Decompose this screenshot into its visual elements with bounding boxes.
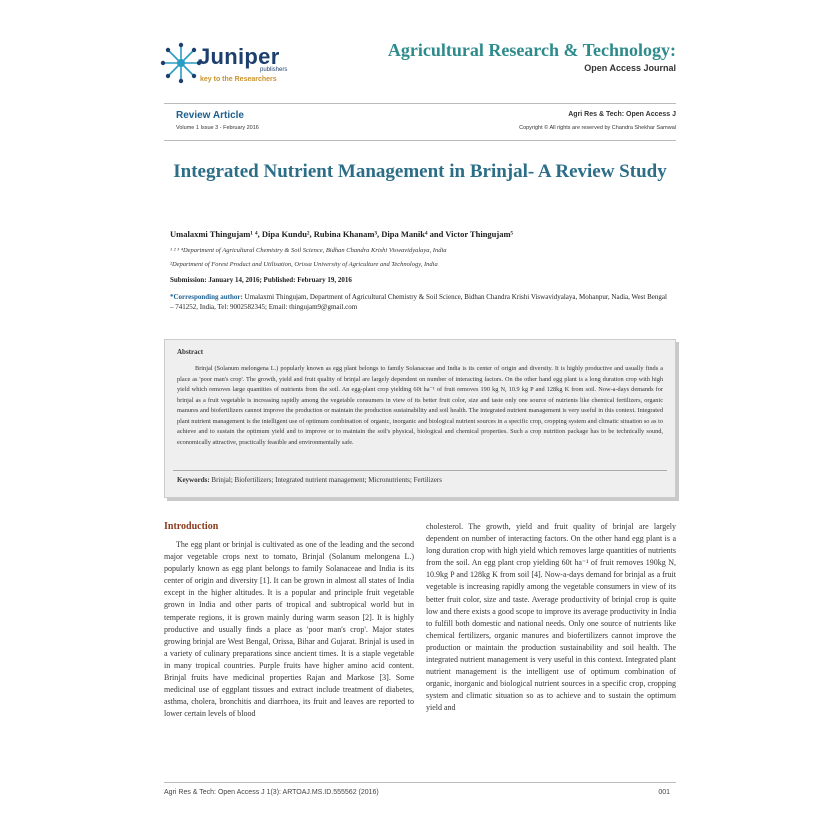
journal-subtitle: Open Access Journal bbox=[584, 63, 676, 73]
submission-dates: Submission: January 14, 2016; Published: February 19, 2016 bbox=[170, 276, 352, 284]
affiliation-2: ²Department of Forest Product and Utilisation, Orissa University of Agriculture and Technology, India bbox=[170, 261, 438, 268]
meta-divider bbox=[164, 140, 676, 141]
footer-divider bbox=[164, 782, 676, 783]
corresponding-author bbox=[170, 292, 670, 312]
keywords bbox=[177, 476, 442, 484]
journal-reference: Agri Res & Tech: Open Access J bbox=[568, 111, 676, 118]
abstract-text: Brinjal (Solanum melongena L.) popularly known as egg plant belongs to family Solanaceae and India is its center of origin and diversity. It is highly productive and usually finds a place as 'poor man's crop'. The growth, yield and fruit quality of brinjal are largely dependent on number of interacting factors. On the other hand egg plant is a long duration crop with high yield which removes large quantities of nutrients from the soil. An egg-plant crop yielding 60t ha⁻¹ of fruit removes 190 kg N, 10.9 kg P and 128kg K from soil. Now-a-days demands for brinjal as a fruit vegetable is increasing rapidly among the vegetable consumers in view of its better fruit color, size and taste only one source of nutrients like chemical fertilizers, organic manures and biofertilizers cannot improve the production or maintain the production sustainability and soil health. The integrated nutrient management is very useful in this context. Integrated plant nutrient management is the intelligent use of optimum combination of organic, inorganic and biological nutrient sources in a specific crop, cropping system and climatic situation so as to achieve and to sustain the optimum yield and to improve or to maintain the soil's physical, biological and chemical properties. Such a crop nutrition package has to be technically sound, economically attractive, practically feasible and environmentally safe. bbox=[177, 365, 663, 446]
page-number: 001 bbox=[658, 789, 670, 796]
corresponding-text: Umalaxmi Thingujam, Department of Agricultural Chemistry & Soil Science, Bidhan Chandra Krishi Viswavidyalaya, Mohanpur, Nadia, West Bengal – 741252, India, Tel: 9002582345; Email: thingujam9@gmail.com bbox=[170, 293, 667, 311]
corresponding-label: *Corresponding author: bbox=[170, 293, 243, 301]
logo-name: Juniper bbox=[198, 44, 280, 69]
footer-citation: Agri Res & Tech: Open Access J 1(3): ARTOAJ.MS.ID.555562 (2016) bbox=[164, 789, 379, 796]
copyright-notice: Copyright © All rights are reserved by Chandra Shekhar Samwal bbox=[519, 125, 676, 131]
keywords-text: Brinjal; Biofertilizers; Integrated nutrient management; Micronutrients; Fertilizers bbox=[209, 476, 442, 484]
header-divider bbox=[164, 103, 676, 104]
publisher-logo bbox=[160, 40, 300, 90]
abstract-divider bbox=[173, 470, 667, 471]
body-column-right: cholesterol. The growth, yield and fruit quality of brinjal are largely dependent on number of interacting factors. On the other hand egg plant is a long duration crop with high yield which removes large quantities of nutrients from the soil. An egg plant crop yielding 60t ha⁻¹ of fruit removes 190kg N, 10.9kg P and 128kg K from soil [4]. Now-a-days demand for brinjal as a fruit vegetable is increasing rapidly among the vegetable consumers in view of its better fruit color, size and taste. Average productivity of brinjal crop is quite low and there exists a good scope to improve its average productivity in India to fulfill both domestic and national needs. Only one source of nutrients like chemical fertilizers, organic manures and biofertilizers cannot improve the production or maintain the production sustainability and soil health. The integrated nutrient management is very useful in this context. Integrated plant nutrient management is the intelligent use of optimum combination of organic, inorganic and biological nutrient sources in a specific crop, cropping system and climatic situation so as to achieve and to sustain the optimum yield and bbox=[426, 522, 676, 713]
logo-tagline: key to the Researchers bbox=[200, 76, 277, 83]
juniper-star-icon bbox=[160, 42, 202, 84]
introduction-heading: Introduction bbox=[164, 521, 219, 532]
journal-title: Agricultural Research & Technology: bbox=[387, 40, 676, 60]
keywords-label: Keywords: bbox=[177, 476, 210, 484]
abstract-label: Abstract bbox=[177, 348, 204, 356]
body-column-left: The egg plant or brinjal is cultivated as one of the leading and the second major vegetable crops next to tomato, Brinjal (Solanum melongena L.) popularly known as egg plant belongs to family Solanaceae and India is its center of origin and diversity [1]. It can be grown in almost all states of India except in the higher altitudes. It is a popular and principle fruit vegetable grown in India and other parts of tropical and subtropical world but in temperate regions, it is grown mainly during warm season [2]. It is highly productive and usually finds a place as 'poor man's crop'. Major states growing brinjal are West Bengal, Orissa, Bihar and Gujarat. Brinjal is used in a variety of culinary preparations since ancient times. It is a staple vegetable in many tropical countries. Purple fruits have higher amino acid content. Brinjal fruits have medicinal properties Rajan and Markose [3]. Some medicinal use of eggplant tissues and extract include treatment of diabetes, asthma, cholera, bronchitis and diarrhoea, its fruit and leaves are reported to lower certain levels of blood bbox=[164, 540, 414, 719]
article-title: Integrated Nutrient Management in Brinjal- A Review Study bbox=[173, 161, 667, 182]
issue-info: Volume 1 Issue 3 - February 2016 bbox=[176, 125, 259, 131]
abstract-box bbox=[164, 339, 676, 498]
author-list: Umalaxmi Thingujam¹ ⁴, Dipa Kundu², Rubina Khanam³, Dipa Manik⁴ and Victor Thingujam⁵ bbox=[170, 229, 514, 239]
logo-publishers: publishers bbox=[260, 67, 288, 73]
affiliation-1: ¹ ² ³ ⁴Department of Agricultural Chemistry & Soil Science, Bidhan Chandra Krishi Viswavidyalaya, India bbox=[170, 247, 447, 254]
article-type: Review Article bbox=[176, 110, 244, 121]
